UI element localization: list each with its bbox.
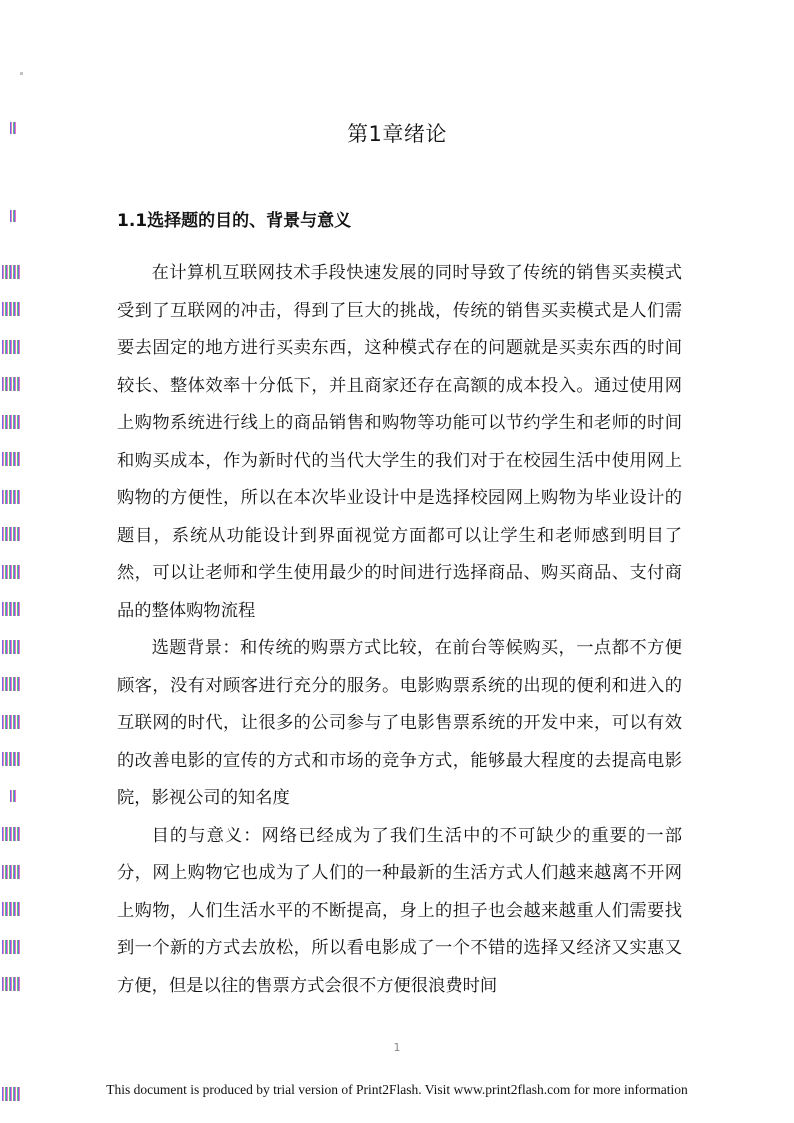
margin-mark — [10, 790, 16, 802]
body-text — [117, 255, 682, 1005]
paragraph-purpose: 在计算机互联网技术手段快速发展的同时导致了传统的销售买卖模式受到了互联网的冲击，得到了巨大的挑战，传统的销售买卖模式是人们需要去固定的地方进行买卖东西，这种模式存在的问题就是买卖东西的时间较长、整体效率十分低下，并且商家还存在高额的成本投入。通过使用网上购物系统进行线上的商品销售和购物等功能可以节约学生和老师的时间和购买成本，作为新时代的当代大学生的我们对于在校园生活中使用网上购物的方便性，所以在本次毕业设计中是选择校园网上购物为毕业设计的题目，系统从功能设计到界面视觉方面都可以让学生和老师感到明目了然，可以让老师和学生使用最少的时间进行选择商品、购买商品、支付商品的整体购物流程 — [117, 263, 682, 621]
margin-mark — [20, 72, 23, 75]
margin-mark — [2, 265, 20, 279]
trial-version-notice: This document is produced by trial version of Print2Flash. Visit www.print2flash.com for more information — [106, 1082, 688, 1097]
page-number: 1 — [393, 1041, 401, 1054]
margin-mark — [2, 490, 20, 504]
margin-mark — [2, 752, 20, 766]
margin-mark — [2, 415, 20, 429]
margin-mark — [2, 902, 20, 916]
chapter-title: 第1章绪论 — [347, 122, 447, 146]
margin-mark — [2, 715, 20, 729]
margin-mark — [2, 452, 20, 466]
margin-mark — [2, 565, 20, 579]
margin-scan-marks — [2, 0, 24, 1123]
margin-mark — [2, 827, 20, 841]
paragraph-background: 选题背景：和传统的购票方式比较，在前台等候购买，一点都不方便顾客，没有对顾客进行充分的服务。电影购票系统的出现的便利和进入的互联网的时代，让很多的公司参与了电影售票系统的开发中来，可以有效的改善电影的宣传的方式和市场的竞争方式，能够最大程度的去提高电影院，影视公司的知名度 — [117, 638, 682, 808]
margin-mark — [2, 865, 20, 879]
paragraph-significance: 目的与意义：网络已经成为了我们生活中的不可缺少的重要的一部分，网上购物它也成为了人们的一种最新的生活方式人们越来越离不开网上购物，人们生活水平的不断提高，身上的担子也会越来越重人们需要找到一个新的方式去放松，所以看电影成了一个不错的选择又经济又实惠又方便，但是以往的售票方式会很不方便很浪费时间 — [117, 825, 682, 996]
margin-mark — [2, 940, 20, 954]
margin-mark — [2, 677, 20, 691]
margin-mark — [2, 640, 20, 654]
margin-mark — [2, 377, 20, 391]
section-title: 1.1选择题的目的、背景与意义 — [117, 211, 352, 231]
margin-mark — [2, 977, 20, 991]
margin-mark — [2, 602, 20, 616]
margin-mark — [2, 340, 20, 354]
margin-mark — [2, 302, 20, 316]
margin-mark — [10, 210, 16, 222]
margin-mark — [2, 527, 20, 541]
